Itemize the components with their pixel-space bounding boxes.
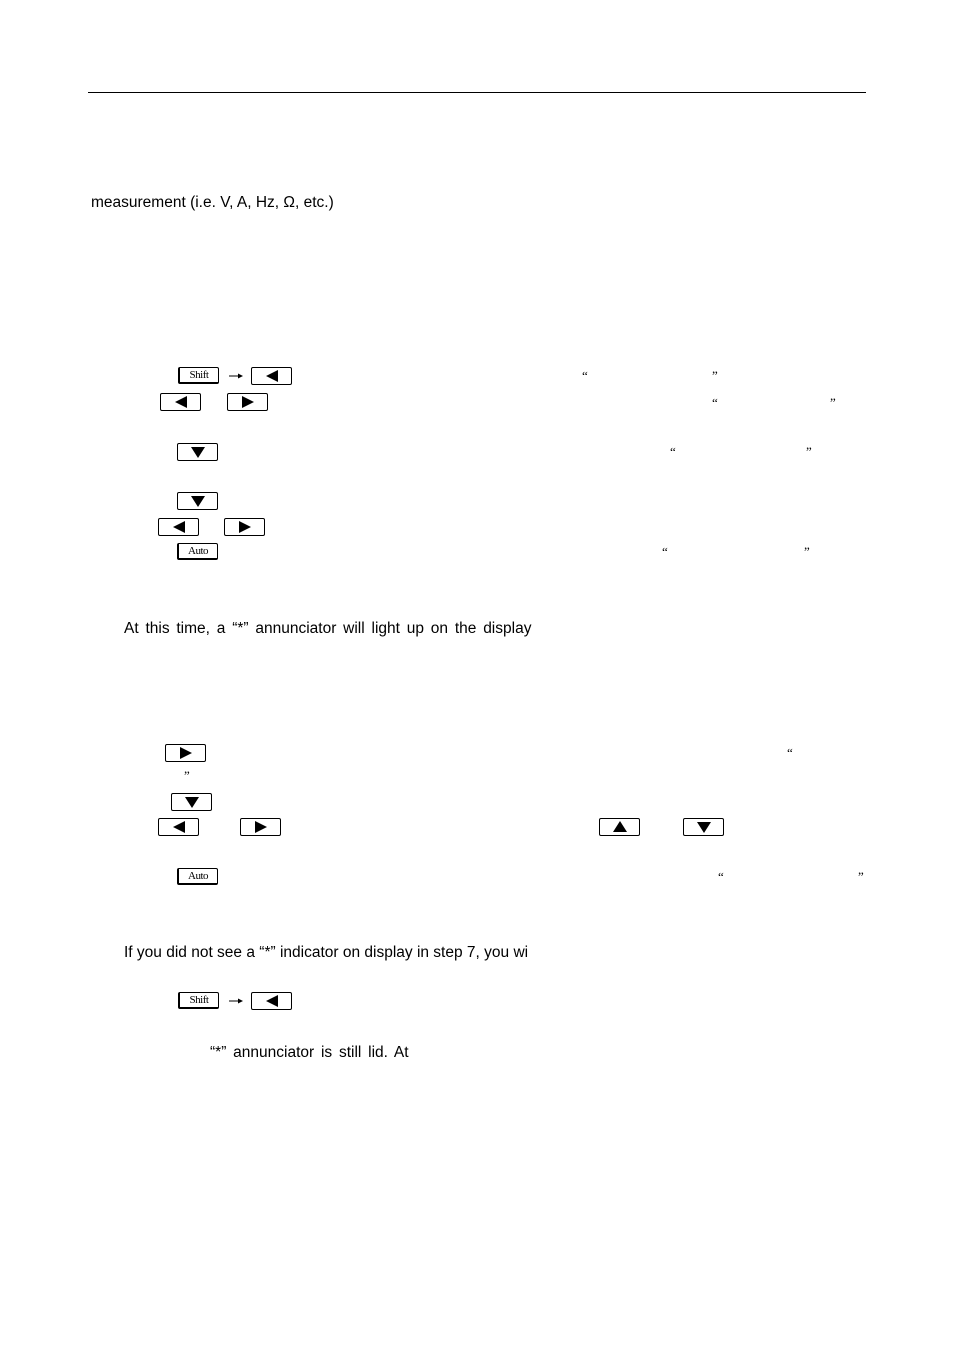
up-arrow-key[interactable] xyxy=(599,818,640,836)
step7-note: If you did not see a “*” indicator on display in step 7, you wi xyxy=(124,944,529,961)
close-quote: ” xyxy=(712,368,718,383)
down-arrow-key-icon xyxy=(191,495,205,507)
shift-key[interactable]: Shift xyxy=(178,367,219,384)
up-arrow-key-icon xyxy=(613,821,627,833)
open-quote: “ xyxy=(662,544,668,559)
open-quote: “ xyxy=(712,395,718,410)
down-arrow-key[interactable] xyxy=(683,818,724,836)
right-arrow-key[interactable] xyxy=(224,518,265,536)
annunciator-note: At this time, a “*” annunciator will light up on the display xyxy=(124,620,532,637)
right-arrow-key[interactable] xyxy=(227,393,268,411)
open-quote: “ xyxy=(670,444,676,459)
still-lid-note: “*” annunciator is still lid. At xyxy=(210,1044,409,1061)
then-arrow-icon xyxy=(229,372,243,380)
right-arrow-key-icon xyxy=(238,521,252,533)
open-quote: “ xyxy=(718,869,724,884)
then-arrow-icon xyxy=(229,997,243,1005)
left-arrow-key-icon xyxy=(265,370,279,382)
down-arrow-key[interactable] xyxy=(177,443,218,461)
left-arrow-key-icon xyxy=(172,521,186,533)
left-arrow-key-icon xyxy=(172,821,186,833)
left-arrow-key-icon xyxy=(265,995,279,1007)
close-quote: ” xyxy=(806,444,812,459)
close-quote: ” xyxy=(184,768,190,783)
left-arrow-key-icon xyxy=(174,396,188,408)
shift-key[interactable]: Shift xyxy=(178,992,219,1009)
right-arrow-key-icon xyxy=(254,821,268,833)
auto-key[interactable]: Auto xyxy=(177,868,218,885)
measurement-text: measurement (i.e. V, A, Hz, Ω, etc.) xyxy=(91,194,334,211)
down-arrow-key-icon xyxy=(191,446,205,458)
close-quote: ” xyxy=(804,544,810,559)
right-arrow-key-icon xyxy=(179,747,193,759)
close-quote: ” xyxy=(858,869,864,884)
right-arrow-key-icon xyxy=(241,396,255,408)
down-arrow-key[interactable] xyxy=(171,793,212,811)
left-arrow-key[interactable] xyxy=(251,367,292,385)
header-rule xyxy=(88,92,866,93)
open-quote: “ xyxy=(582,368,588,383)
left-arrow-key[interactable] xyxy=(158,818,199,836)
left-arrow-key[interactable] xyxy=(160,393,201,411)
down-arrow-key-icon xyxy=(185,796,199,808)
close-quote: ” xyxy=(830,395,836,410)
right-arrow-key[interactable] xyxy=(165,744,206,762)
open-quote: “ xyxy=(787,745,793,760)
down-arrow-key-icon xyxy=(697,821,711,833)
right-arrow-key[interactable] xyxy=(240,818,281,836)
down-arrow-key[interactable] xyxy=(177,492,218,510)
auto-key[interactable]: Auto xyxy=(177,543,218,560)
left-arrow-key[interactable] xyxy=(158,518,199,536)
left-arrow-key[interactable] xyxy=(251,992,292,1010)
